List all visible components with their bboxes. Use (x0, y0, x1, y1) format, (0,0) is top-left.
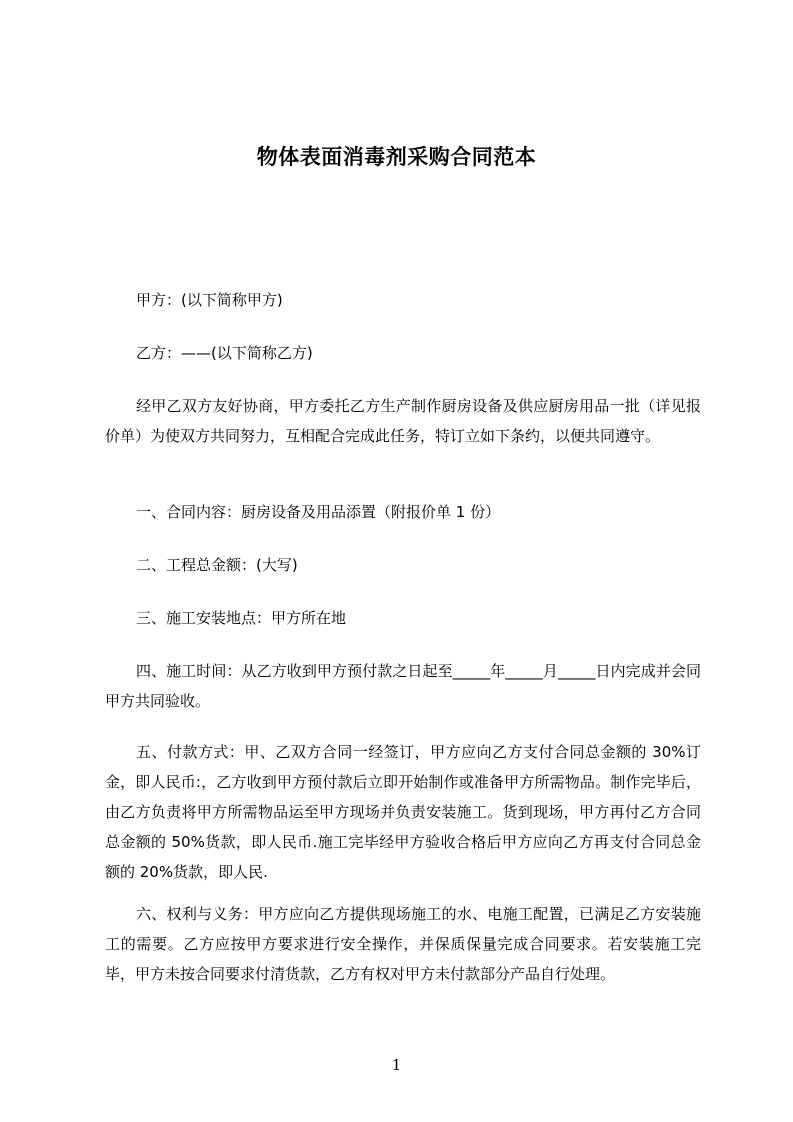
preamble-paragraph: 经甲乙双方友好协商，甲方委托乙方生产制作厨房设备及供应厨房用品一批（详见报价单）为使双方共同努力，互相配合完成此任务，特订立如下条约，以便共同遵守。 (105, 397, 701, 445)
party-b-line: 乙方：——(以下简称乙方) (136, 344, 313, 362)
clause-4-construction-time: 四、施工时间：从乙方收到甲方预付款之日起至_____年_____月_____日内完成并会同甲方共同验收。 (105, 662, 701, 710)
page-number: 1 (391, 1056, 402, 1074)
clause-1-contract-content: 一、合同内容：厨房设备及用品添置（附报价单 1 份） (136, 503, 501, 521)
clause-6-rights-obligations: 六、权利与义务：甲方应向乙方提供现场施工的水、电施工配置，已满足乙方安装施工的需要。乙方应按甲方要求进行安全操作，并保质保量完成合同要求。若安装施工完毕，甲方未按合同要求付清货款，乙方有权对甲方未付款部分产品自行处理。 (105, 905, 701, 983)
clause-5-payment-method: 五、付款方式：甲、乙双方合同一经签订，甲方应向乙方支付合同总金额的 30%订金，即人民币:，乙方收到甲方预付款后立即开始制作或准备甲方所需物品。制作完毕后，由乙方负责将甲方所需物品运至甲方现场并负责安装施工。货到现场，甲方再付乙方合同总金额的 50%货款，即人民币.施工完毕经甲方验收合格后甲方应向乙方再支付合同总金额的 20%货款，即人民. (105, 743, 701, 881)
clause-3-install-location: 三、施工安装地点：甲方所在地 (136, 609, 347, 627)
party-a-line: 甲方：(以下简称甲方) (136, 291, 283, 309)
document-title: 物体表面消毒剂采购合同范本 (256, 145, 537, 169)
clause-2-total-amount: 二、工程总金额：(大写) (136, 556, 298, 574)
